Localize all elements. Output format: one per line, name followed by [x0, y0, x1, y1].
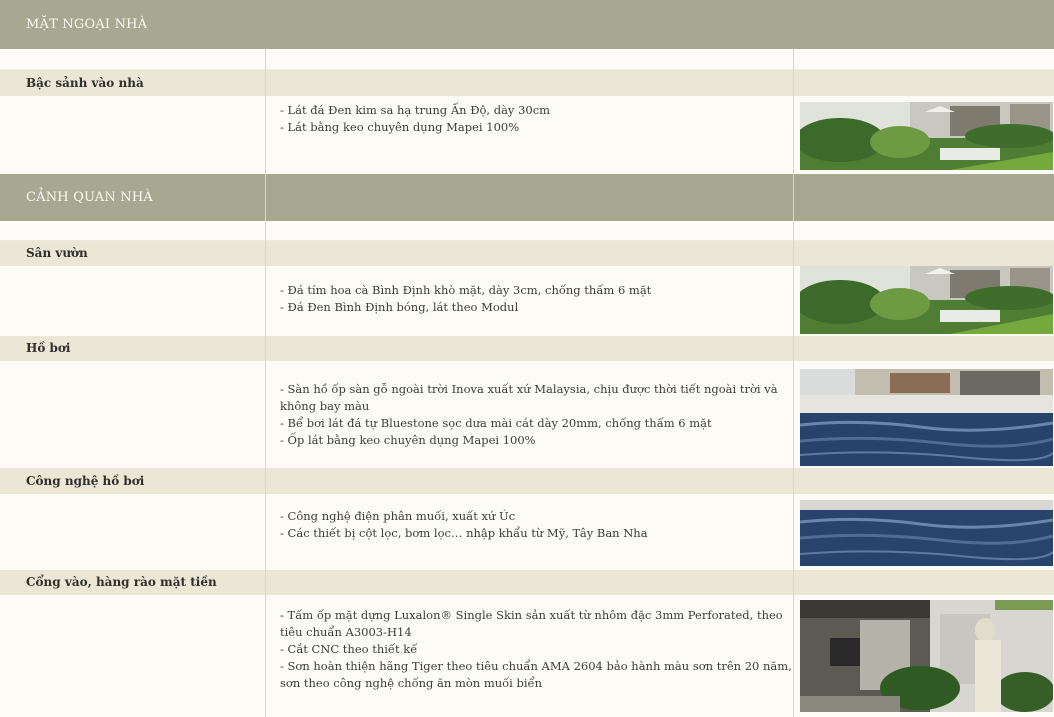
- row-label: Bậc sảnh vào nhà: [26, 76, 144, 90]
- description-line: tiêu chuẩn A3003-H14: [280, 625, 412, 639]
- garden-lawn-photo: [800, 266, 1053, 334]
- row-description: [280, 102, 780, 136]
- row-description: [280, 607, 792, 692]
- description-line: không bay màu: [280, 399, 370, 413]
- column-divider: [793, 49, 794, 717]
- description-line: - Ốp lát bằng keo chuyên dụng Mapei 100%: [280, 433, 536, 447]
- description-line: sơn theo công nghệ chống ăn mòn muối biển: [280, 676, 543, 690]
- row-description: [280, 282, 780, 316]
- description-line: - Sơn hoàn thiện hãng Tiger theo tiêu chuẩn AMA 2604 bảo hành màu sơn trên 20 năm,: [280, 659, 792, 673]
- column-divider: [265, 49, 266, 717]
- spacer-row: [0, 49, 1054, 70]
- description-line: - Các thiết bị cột lọc, bơm lọc… nhập khẩu từ Mỹ, Tây Ban Nha: [280, 526, 648, 540]
- entrance-gate-photo: [800, 600, 1053, 712]
- description-line: - Bể bơi lát đá tự Bluestone sọc dưa mài cát dày 20mm, chống thấm 6 mặt: [280, 416, 712, 430]
- row-label-bar: [0, 570, 1054, 595]
- swimming-pool-photo: [800, 369, 1053, 466]
- row-label-bar: [0, 336, 1054, 361]
- section-title: MẶT NGOẠI NHÀ: [26, 17, 148, 32]
- row-label: Hồ bơi: [26, 341, 71, 355]
- row-label-bar: [0, 468, 1054, 494]
- row-content: [0, 96, 1054, 174]
- row-label: Cổng vào, hàng rào mặt tiền: [26, 575, 217, 589]
- row-content: [0, 494, 1054, 570]
- row-description: [280, 508, 780, 542]
- section-header-landscape: [0, 174, 1054, 221]
- garden-terrace-photo: [800, 102, 1053, 170]
- spacer-row: [0, 221, 1054, 241]
- description-line: - Lát bằng keo chuyên dụng Mapei 100%: [280, 120, 520, 134]
- row-description: [280, 381, 780, 449]
- row-label: Sân vườn: [26, 246, 88, 260]
- row-content: [0, 361, 1054, 468]
- section-title: CẢNH QUAN NHÀ: [26, 190, 153, 205]
- row-label-bar: [0, 241, 1054, 266]
- row-content: [0, 595, 1054, 717]
- description-line: - Cắt CNC theo thiết kế: [280, 642, 418, 656]
- pool-water-photo: [800, 500, 1053, 566]
- description-line: - Đá Đen Bình Định bóng, lát theo Modul: [280, 300, 519, 314]
- description-line: - Đá tím hoa cà Bình Định khò mặt, dày 3cm, chống thấm 6 mặt: [280, 283, 652, 297]
- description-line: - Lát đá Đen kim sa hạ trung Ấn Độ, dày 30cm: [280, 103, 551, 117]
- description-line: - Công nghệ điện phân muối, xuất xứ Úc: [280, 509, 516, 523]
- description-line: - Sàn hồ ốp sàn gỗ ngoài trời Inova xuất xứ Malaysia, chịu được thời tiết ngoài trời và: [280, 382, 778, 396]
- section-header-exterior: [0, 0, 1054, 49]
- description-line: - Tấm ốp mặt dựng Luxalon® Single Skin sản xuất từ nhôm đặc 3mm Perforated, theo: [280, 608, 783, 622]
- row-label-bar: [0, 70, 1054, 96]
- row-content: [0, 266, 1054, 336]
- row-label: Công nghệ hồ bơi: [26, 474, 145, 488]
